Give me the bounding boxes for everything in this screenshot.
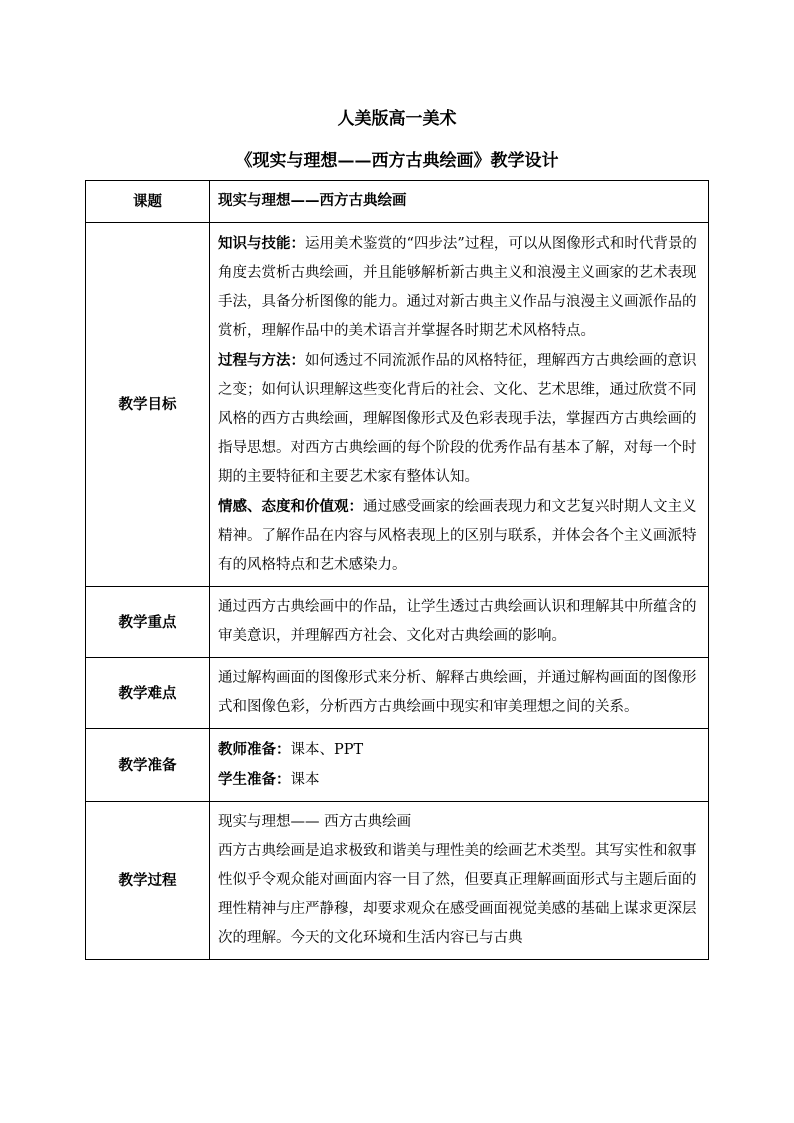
preparation-label: 教学准备: [86, 729, 210, 802]
table-row-key-points: [86, 587, 709, 658]
difficulties-value: 通过解构画面的图像形式来分析、解释古典绘画，并通过解构画面的图像形式和图像色彩，分析西方古典绘画中现实和审美理想之间的关系。: [210, 658, 709, 729]
table-row-difficulties: [86, 658, 709, 729]
knowledge-heading: 知识与技能：: [218, 235, 305, 252]
student-preparation: [218, 765, 702, 795]
process-heading: 过程与方法：: [218, 352, 305, 369]
teacher-value: 课本、PPT: [290, 742, 364, 758]
table-row-preparation: [86, 729, 709, 802]
document-subtitle: 《现实与理想——西方古典绘画》教学设计: [235, 151, 559, 171]
preparation-content: [210, 729, 709, 802]
topic-label: 课题: [86, 181, 210, 223]
process-line1: 现实与理想—— 西方古典绘画: [218, 814, 412, 830]
goals-emotion: [218, 492, 702, 580]
difficulties-label: 教学难点: [86, 658, 210, 729]
table-row-process: [86, 802, 709, 960]
student-heading: 学生准备：: [218, 771, 291, 788]
process-text: 西方古典绘画是追求极致和谐美与理性美的绘画艺术类型。其写实性和叙事性似乎令观众能对画面内容一目了然，但要真正理解画面形式与主题后面的理性精神与庄严静穆，却要求观众在感受画面视觉美感的基础上谋求更深层次的理解。今天的文化环境和生活内容已与古典: [218, 843, 697, 946]
table-row-topic: [86, 181, 709, 223]
lesson-plan-table: [85, 180, 709, 960]
student-value: 课本: [290, 772, 320, 788]
teacher-preparation: [218, 735, 702, 765]
emotion-text: 通过感受画家的绘画表现力和文艺复兴时期人文主义精神。了解作品在内容与风格表现上的区别与联系，并体会各个主义画派特有的风格特点和艺术感染力。: [218, 499, 697, 573]
process-text: 如何透过不同流派作品的风格特征，理解西方古典绘画的意识之变；如何认识理解这些变化背后的社会、文化、艺术思维，通过欣赏不同风格的西方古典绘画，理解图像形式及色彩表现手法，掌握西方古典绘画的指导思想。对西方古典绘画的每个阶段的优秀作品有基本了解，对每一个时期的主要特征和主要艺术家有整体认知。: [218, 353, 697, 485]
goals-knowledge: [218, 229, 702, 346]
table-row-goals: [86, 223, 709, 587]
topic-value: 现实与理想——西方古典绘画: [210, 181, 709, 223]
key-points-label: 教学重点: [86, 587, 210, 658]
goals-process: [218, 346, 702, 492]
document-title: 人美版高一美术: [337, 109, 457, 129]
teacher-heading: 教师准备：: [218, 741, 291, 758]
knowledge-text: 运用美术鉴赏的“四步法”过程，可以从图像形式和时代背景的角度去赏析古典绘画，并且能够解析新古典主义和浪漫主义画家的艺术表现手法，具备分析图像的能力。通过对新古典主义作品与浪漫主义画派作品的赏析，理解作品中的美术语言并掌握各时期艺术风格特点。: [218, 236, 697, 339]
key-points-value: 通过西方古典绘画中的作品，让学生透过古典绘画认识和理解其中所蕴含的审美意识，并理解西方社会、文化对古典绘画的影响。: [210, 587, 709, 658]
process-content: [210, 802, 709, 960]
goals-label: 教学目标: [86, 223, 210, 587]
goals-content: [210, 223, 709, 587]
emotion-heading: 情感、态度和价值观：: [218, 498, 363, 515]
process-label: 教学过程: [86, 802, 210, 960]
